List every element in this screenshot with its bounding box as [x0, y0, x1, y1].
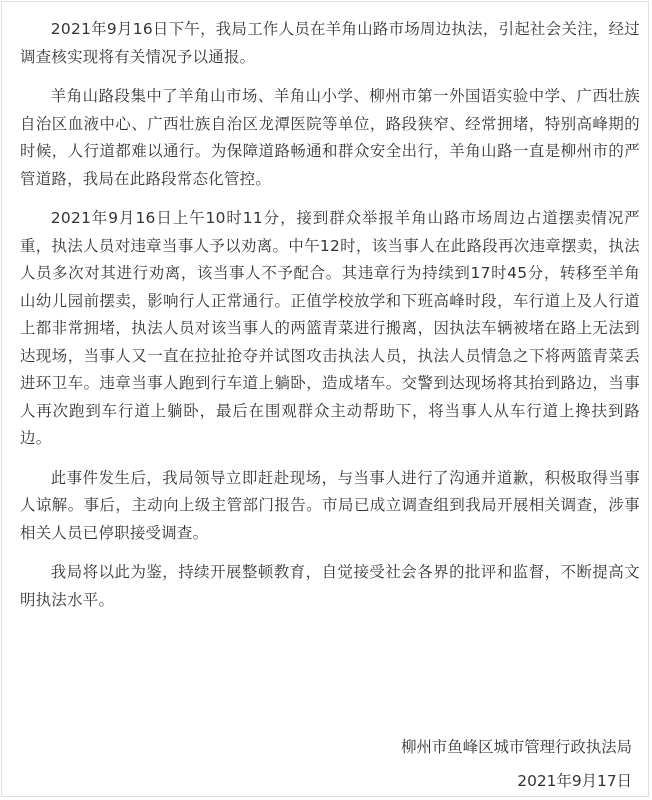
signature-organization: 柳州市鱼峰区城市管理行政执法局: [401, 738, 632, 756]
document-frame: [1, 1, 649, 797]
paragraph-road-background: 羊角山路段集中了羊角山市场、羊角山小学、柳州市第一外国语实验中学、广西壮族自治区血液中心、广西壮族自治区龙潭医院等单位，路段狭窄、经常拥堵，特别高峰期的时候，人行道都难以通行。为保障道路畅通和群众安全出行，羊角山路一直是柳州市的严管道路，我局在此路段常态化管控。: [20, 87, 640, 188]
signature-date: 2021年9月17日: [517, 772, 632, 790]
paragraph-intro: 2021年9月16日下午，我局工作人员在羊角山路市场周边执法，引起社会关注，经过调查核实现将有关情况予以通报。: [20, 20, 640, 66]
signature-block: [401, 730, 632, 798]
paragraph-commitment: 我局将以此为鉴，持续开展整顿教育，自觉接受社会各界的批评和监督，不断提高文明执法水平。: [20, 563, 640, 609]
paragraph-incident-details: 2021年9月16日上午10时11分，接到群众举报羊角山路市场周边占道摆卖情况严重，执法人员对违章当事人予以劝离。中午12时，该当事人在此路段再次违章摆卖，执法人员多次对其进行劝离，该当事人不予配合。其违章行为持续到17时45分，转移至羊角山幼儿园前摆卖，影响行人正常通行。正值学校放学和下班高峰时段，车行道上及人行道上都非常拥堵，执法人员对该当事人的两篮青菜进行搬离，因执法车辆被堵在路上无法到达现场，当事人又一直在拉扯抢夺并试图攻击执法人员，执法人员情急之下将两篮青菜丢进环卫车。违章当事人跑到行车道上躺卧，造成堵车。交警到达现场将其抬到路边，当事人再次跑到车行道上躺卧，最后在围观群众主动帮助下，将当事人从车行道上搀扶到路边。: [20, 209, 640, 447]
document-body: [20, 16, 640, 626]
paragraph-aftermath: 此事件发生后，我局领导立即赶赴现场，与当事人进行了沟通并道歉，积极取得当事人谅解。事后，主动向上级主管部门报告。市局已成立调查组到我局开展相关调查，涉事相关人员已停职接受调查。: [20, 468, 640, 542]
